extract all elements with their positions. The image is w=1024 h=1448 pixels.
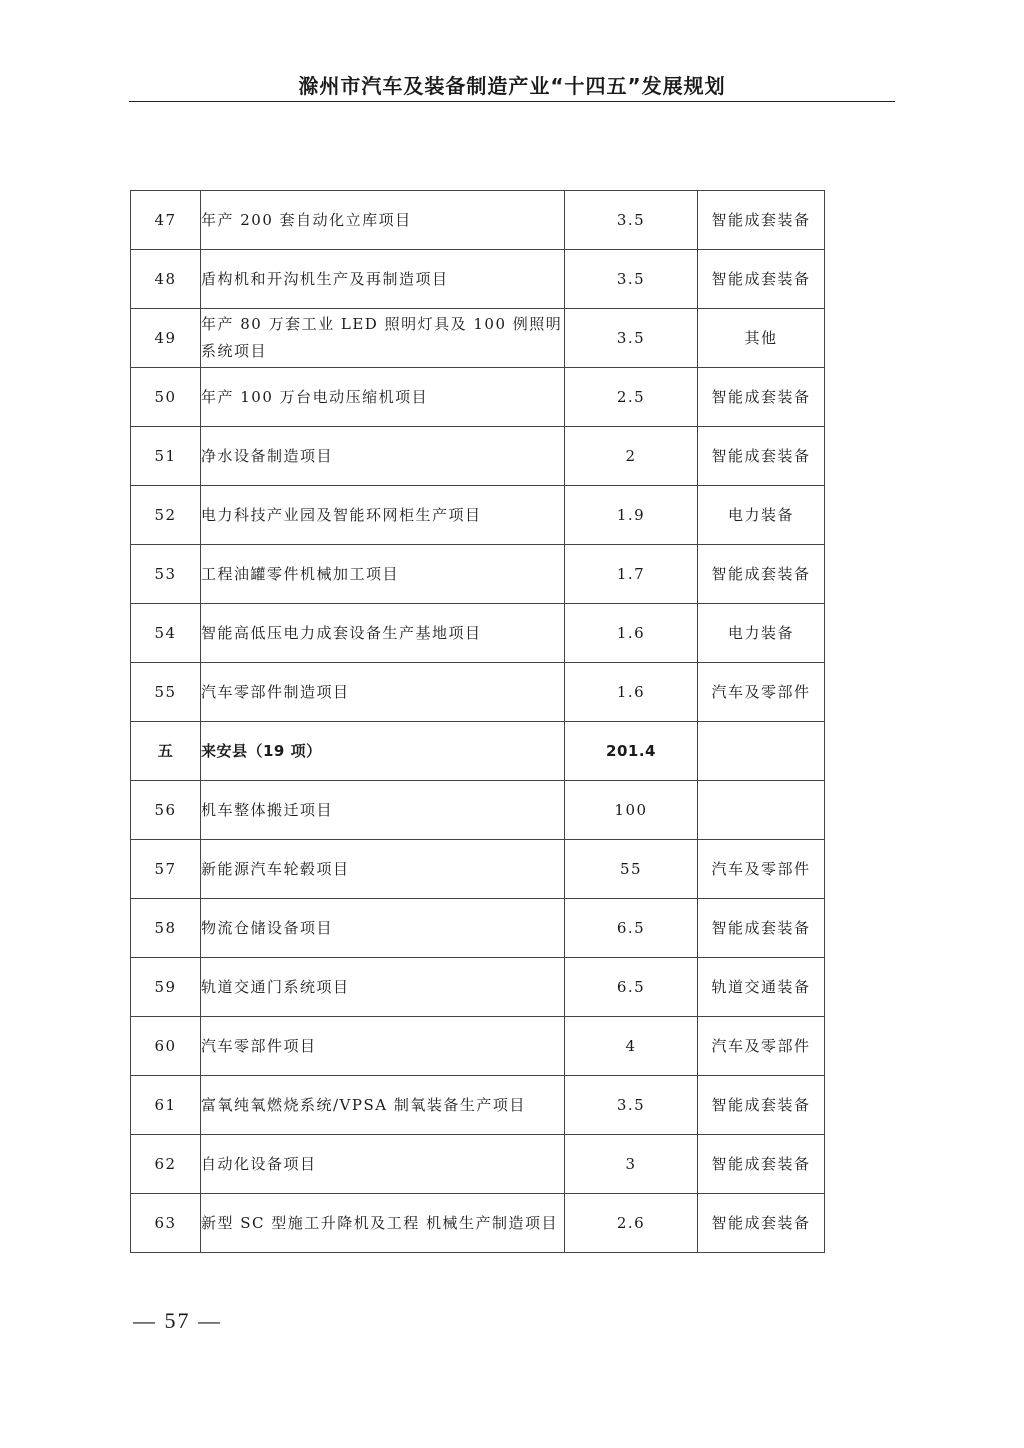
project-name: 物流仓储设备项目 xyxy=(201,899,565,958)
project-name: 净水设备制造项目 xyxy=(201,427,565,486)
industry-category: 智能成套装备 xyxy=(698,191,825,250)
table-row xyxy=(131,1076,825,1135)
industry-category: 智能成套装备 xyxy=(698,368,825,427)
table-row xyxy=(131,545,825,604)
industry-category: 汽车及零部件 xyxy=(698,1017,825,1076)
project-name: 汽车零部件项目 xyxy=(201,1017,565,1076)
project-name: 盾构机和开沟机生产及再制造项目 xyxy=(201,250,565,309)
row-number: 55 xyxy=(131,663,201,722)
table-row xyxy=(131,486,825,545)
investment-amount: 6.5 xyxy=(565,899,698,958)
industry-category: 智能成套装备 xyxy=(698,1135,825,1194)
project-name: 来安县（19 项） xyxy=(201,722,565,781)
row-number: 五 xyxy=(131,722,201,781)
row-number: 56 xyxy=(131,781,201,840)
project-name: 新能源汽车轮毂项目 xyxy=(201,840,565,899)
industry-category xyxy=(698,781,825,840)
industry-category: 智能成套装备 xyxy=(698,899,825,958)
row-number: 59 xyxy=(131,958,201,1017)
project-name: 自动化设备项目 xyxy=(201,1135,565,1194)
row-number: 57 xyxy=(131,840,201,899)
table-row xyxy=(131,427,825,486)
industry-category xyxy=(698,722,825,781)
project-name: 轨道交通门系统项目 xyxy=(201,958,565,1017)
table-row xyxy=(131,958,825,1017)
industry-category: 电力装备 xyxy=(698,604,825,663)
industry-category: 汽车及零部件 xyxy=(698,840,825,899)
table-row xyxy=(131,840,825,899)
group-row xyxy=(131,722,825,781)
industry-category: 其他 xyxy=(698,309,825,368)
investment-amount: 6.5 xyxy=(565,958,698,1017)
project-name: 智能高低压电力成套设备生产基地项目 xyxy=(201,604,565,663)
industry-category: 智能成套装备 xyxy=(698,1194,825,1253)
investment-amount: 3.5 xyxy=(565,250,698,309)
table-row xyxy=(131,309,825,368)
row-number: 60 xyxy=(131,1017,201,1076)
table-row xyxy=(131,250,825,309)
investment-amount: 100 xyxy=(565,781,698,840)
project-table xyxy=(130,190,825,1253)
header-divider xyxy=(129,101,895,102)
project-name: 年产 200 套自动化立库项目 xyxy=(201,191,565,250)
row-number: 49 xyxy=(131,309,201,368)
table-row xyxy=(131,191,825,250)
project-name: 电力科技产业园及智能环网柜生产项目 xyxy=(201,486,565,545)
row-number: 62 xyxy=(131,1135,201,1194)
document-header-title: 滁州市汽车及装备制造产业“十四五”发展规划 xyxy=(298,74,726,98)
project-table-body xyxy=(131,191,825,1253)
investment-amount: 1.6 xyxy=(565,663,698,722)
project-name: 富氧纯氧燃烧系统/VPSA 制氧装备生产项目 xyxy=(201,1076,565,1135)
investment-amount: 3.5 xyxy=(565,309,698,368)
investment-amount: 1.7 xyxy=(565,545,698,604)
row-number: 47 xyxy=(131,191,201,250)
investment-amount: 2.6 xyxy=(565,1194,698,1253)
investment-amount: 2.5 xyxy=(565,368,698,427)
project-name: 年产 100 万台电动压缩机项目 xyxy=(201,368,565,427)
table-row xyxy=(131,604,825,663)
project-name: 年产 80 万套工业 LED 照明灯具及 100 例照明系统项目 xyxy=(201,309,565,368)
industry-category: 轨道交通装备 xyxy=(698,958,825,1017)
table-row xyxy=(131,1194,825,1253)
investment-amount: 55 xyxy=(565,840,698,899)
investment-amount: 2 xyxy=(565,427,698,486)
industry-category: 智能成套装备 xyxy=(698,545,825,604)
table-row xyxy=(131,1135,825,1194)
project-name: 工程油罐零件机械加工项目 xyxy=(201,545,565,604)
investment-amount: 201.4 xyxy=(565,722,698,781)
row-number: 48 xyxy=(131,250,201,309)
investment-amount: 3 xyxy=(565,1135,698,1194)
industry-category: 电力装备 xyxy=(698,486,825,545)
table-row xyxy=(131,1017,825,1076)
table-row xyxy=(131,368,825,427)
investment-amount: 4 xyxy=(565,1017,698,1076)
row-number: 52 xyxy=(131,486,201,545)
project-name: 汽车零部件制造项目 xyxy=(201,663,565,722)
investment-amount: 3.5 xyxy=(565,191,698,250)
investment-amount: 1.6 xyxy=(565,604,698,663)
project-name: 机车整体搬迁项目 xyxy=(201,781,565,840)
industry-category: 智能成套装备 xyxy=(698,427,825,486)
project-name: 新型 SC 型施工升降机及工程 机械生产制造项目 xyxy=(201,1194,565,1253)
row-number: 53 xyxy=(131,545,201,604)
row-number: 51 xyxy=(131,427,201,486)
investment-amount: 3.5 xyxy=(565,1076,698,1135)
row-number: 63 xyxy=(131,1194,201,1253)
row-number: 50 xyxy=(131,368,201,427)
row-number: 58 xyxy=(131,899,201,958)
row-number: 61 xyxy=(131,1076,201,1135)
industry-category: 汽车及零部件 xyxy=(698,663,825,722)
industry-category: 智能成套装备 xyxy=(698,1076,825,1135)
table-row xyxy=(131,781,825,840)
page-number: — 57 — xyxy=(133,1308,222,1333)
table-row xyxy=(131,899,825,958)
investment-amount: 1.9 xyxy=(565,486,698,545)
row-number: 54 xyxy=(131,604,201,663)
table-row xyxy=(131,663,825,722)
industry-category: 智能成套装备 xyxy=(698,250,825,309)
